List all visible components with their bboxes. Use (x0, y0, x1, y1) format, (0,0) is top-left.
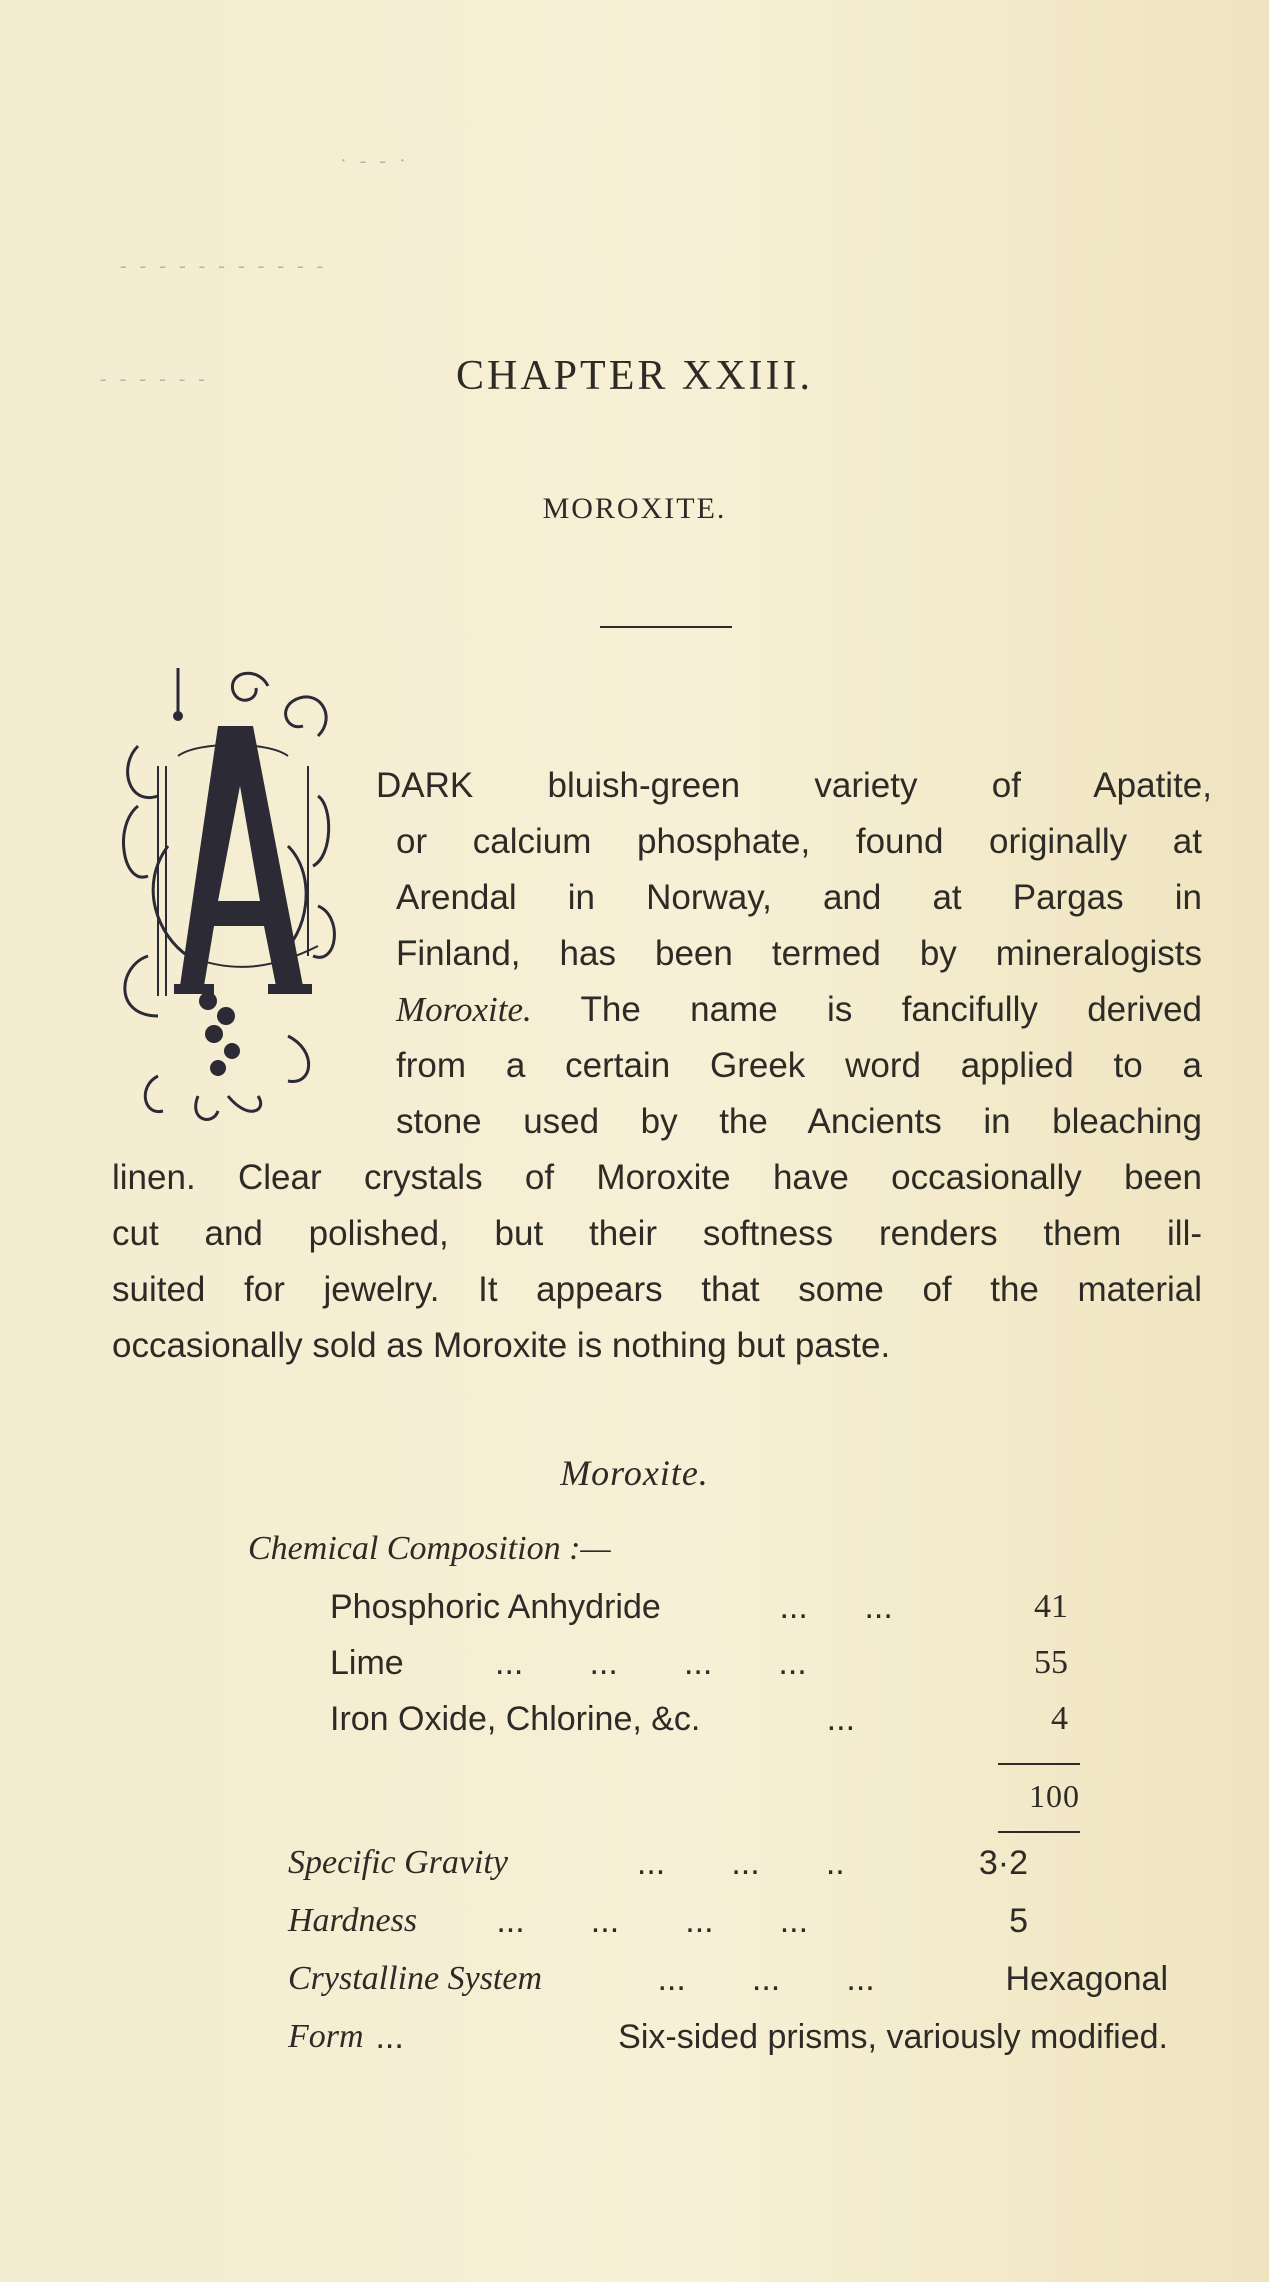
composition-total: 100 (1029, 1778, 1080, 1814)
composition-row (330, 1700, 1068, 1756)
property-row (288, 1902, 1168, 1958)
paragraph-line (396, 982, 1202, 1038)
property-label: Crystalline System (288, 1960, 543, 1997)
property-value: Six-sided prisms, variously modified. (618, 2018, 1168, 2056)
paragraph-line: from a certain Greek word applied to a (396, 1046, 1202, 1085)
component-name: Phosphoric Anhydride (330, 1588, 661, 1626)
paragraph-line: or calcium phosphate, found originally at (396, 822, 1202, 861)
bleed-through-mark: - - - - - - - - - - - (120, 255, 328, 277)
chapter-subtitle: MOROXITE. (542, 492, 727, 525)
property-label: Specific Gravity (288, 1844, 508, 1881)
sum-rule (998, 1831, 1080, 1833)
paragraph-line: Arendal in Norway, and at Pargas in (396, 878, 1202, 917)
composition-row (330, 1644, 1068, 1700)
property-label: Hardness (288, 1902, 418, 1939)
sum-rule (998, 1763, 1080, 1765)
paragraph-line-text: The name is fancifully derived (580, 990, 1203, 1029)
leader-dots: ... (366, 2018, 404, 2056)
property-value: Hexagonal (1005, 1960, 1168, 1998)
paragraph-line: suited for jewelry. It appears that some of the material (112, 1270, 1202, 1309)
property-row (288, 1844, 1168, 1900)
component-name: Iron Oxide, Chlorine, &c. (330, 1700, 701, 1738)
paragraph-line: DARK bluish-green variety of Apatite, (376, 766, 1212, 805)
leader-dots: ... ... .. (618, 1844, 845, 1882)
component-value: 55 (1034, 1644, 1068, 1681)
italic-term: Moroxite. (396, 990, 532, 1029)
property-value: 3·2 (978, 1844, 1028, 1882)
paragraph-line: linen. Clear crystals of Moroxite have occasionally been (112, 1158, 1202, 1197)
component-value: 41 (1034, 1588, 1068, 1625)
property-value: 5 (1009, 1902, 1028, 1940)
bleed-through-mark: - - - - - - (100, 368, 209, 390)
leader-dots: ... ... ... ... (468, 1902, 809, 1940)
table-title: Moroxite. (560, 1453, 709, 1493)
property-label: Form (288, 2018, 364, 2055)
leader-dots: ... ... ... (648, 1960, 875, 1998)
leader-dots: ... ... (770, 1588, 893, 1626)
paragraph-line: Finland, has been termed by mineralogists (396, 934, 1202, 973)
bleed-through-mark: · - - · (340, 150, 410, 172)
component-name: Lime (330, 1644, 404, 1682)
paragraph-line: stone used by the Ancients in bleaching (396, 1102, 1202, 1141)
divider-rule (600, 626, 732, 628)
paragraph-line: cut and polished, but their softness renders them ill- (112, 1214, 1202, 1253)
property-row (288, 1960, 1168, 2016)
ornamental-dropcap-a (118, 656, 340, 1134)
leader-dots: ... (770, 1700, 856, 1738)
property-row (288, 2018, 1168, 2074)
leader-dots: ... ... ... ... (410, 1644, 807, 1682)
composition-heading: Chemical Composition :— (248, 1530, 611, 1567)
chapter-title: CHAPTER XXIII. (456, 353, 813, 399)
component-value: 4 (1051, 1700, 1068, 1737)
paragraph-line: occasionally sold as Moroxite is nothing but paste. (112, 1326, 891, 1365)
composition-row (330, 1588, 1068, 1644)
